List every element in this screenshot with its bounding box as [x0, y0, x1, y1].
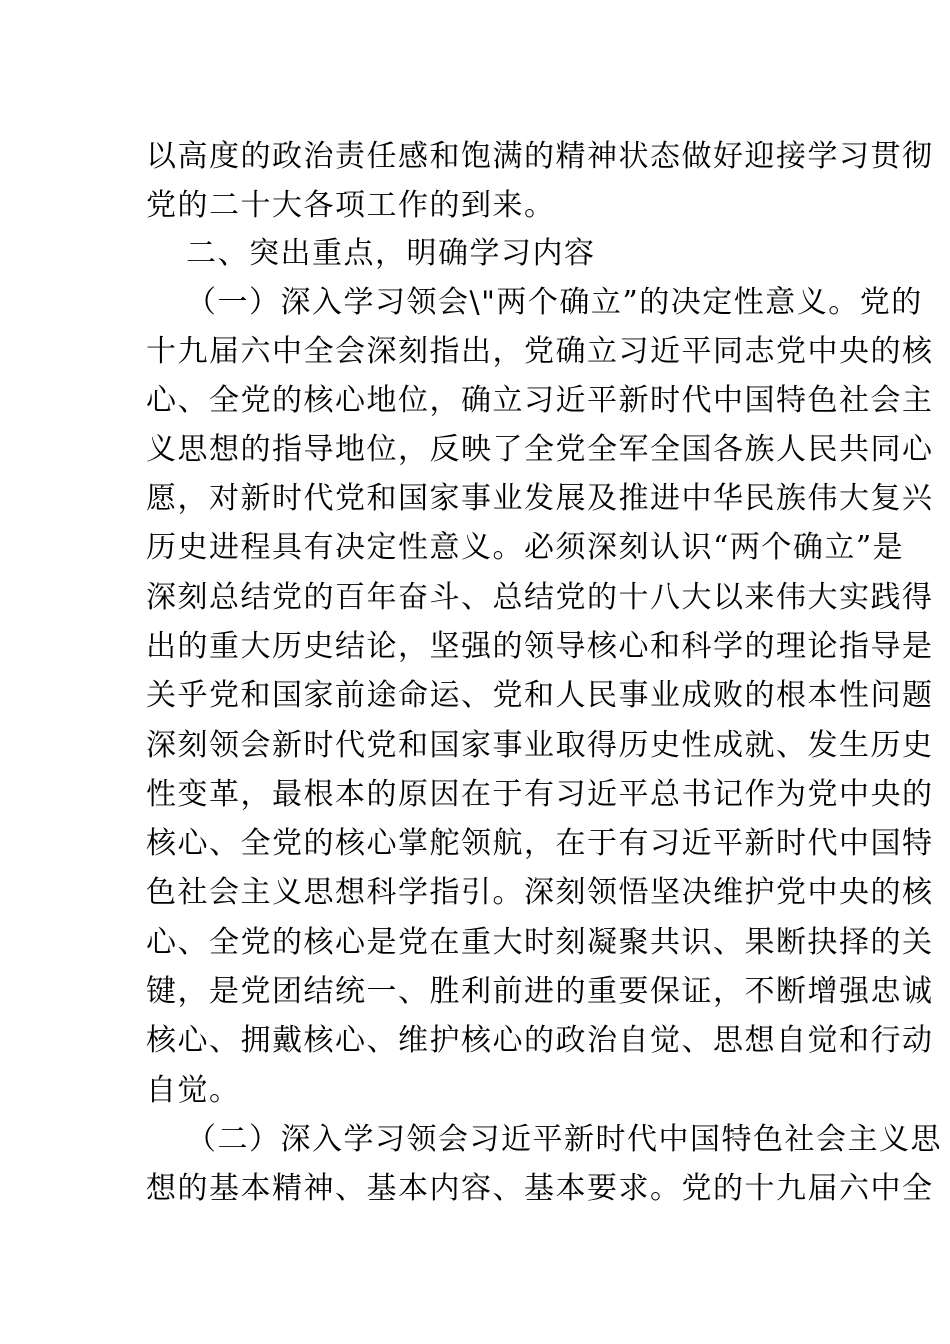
text-line: 性变革，最根本的原因在于有习近平总书记作为党中央的	[146, 777, 934, 812]
text-line: 想的基本精神、基本内容、基本要求。党的十九届六中全	[146, 1171, 934, 1206]
text-line: 深刻总结党的百年奋斗、总结党的十八大以来伟大实践得	[146, 580, 934, 615]
text-line: 十九届六中全会深刻指出，党确立习近平同志党中央的核	[146, 334, 934, 369]
text-line: 核心、全党的核心掌舵领航，在于有习近平新时代中国特	[146, 826, 934, 861]
text-line: 义思想的指导地位，反映了全党全军全国各族人民共同心	[146, 432, 934, 467]
text-line: 核心、拥戴核心、维护核心的政治自觉、思想自觉和行动	[146, 1023, 934, 1058]
text-line: 自觉。	[146, 1073, 241, 1108]
text-line: 色社会主义思想科学指引。深刻领悟坚决维护党中央的核	[146, 875, 934, 910]
subsection-heading: （一）深入学习领会\"两个确立”的决定性意义。党的	[186, 285, 923, 320]
text-line: 心、全党的核心地位，确立习近平新时代中国特色社会主	[146, 383, 934, 418]
text-line: 心、全党的核心是党在重大时刻凝聚共识、果断抉择的关	[146, 925, 934, 960]
subsection-heading: （二）深入学习领会习近平新时代中国特色社会主义思	[186, 1122, 942, 1157]
text-line: 出的重大历史结论，坚强的领导核心和科学的理论指导是	[146, 629, 934, 664]
text-line: 深刻领会新时代党和国家事业取得历史性成就、发生历史	[146, 728, 934, 763]
text-line: 键，是党团结统一、胜利前进的重要保证，不断增强忠诚	[146, 974, 934, 1009]
section-heading: 二、突出重点，明确学习内容	[186, 236, 596, 271]
text-line: 愿，对新时代党和国家事业发展及推进中华民族伟大复兴	[146, 481, 934, 516]
text-line: 历史进程具有决定性意义。必须深刻认识“两个确立”是	[146, 530, 905, 565]
text-line: 关乎党和国家前途命运、党和人民事业成败的根本性问题	[146, 678, 934, 713]
text-line: 以高度的政治责任感和饱满的精神状态做好迎接学习贯彻	[146, 139, 934, 174]
text-line: 党的二十大各项工作的到来。	[146, 188, 556, 223]
